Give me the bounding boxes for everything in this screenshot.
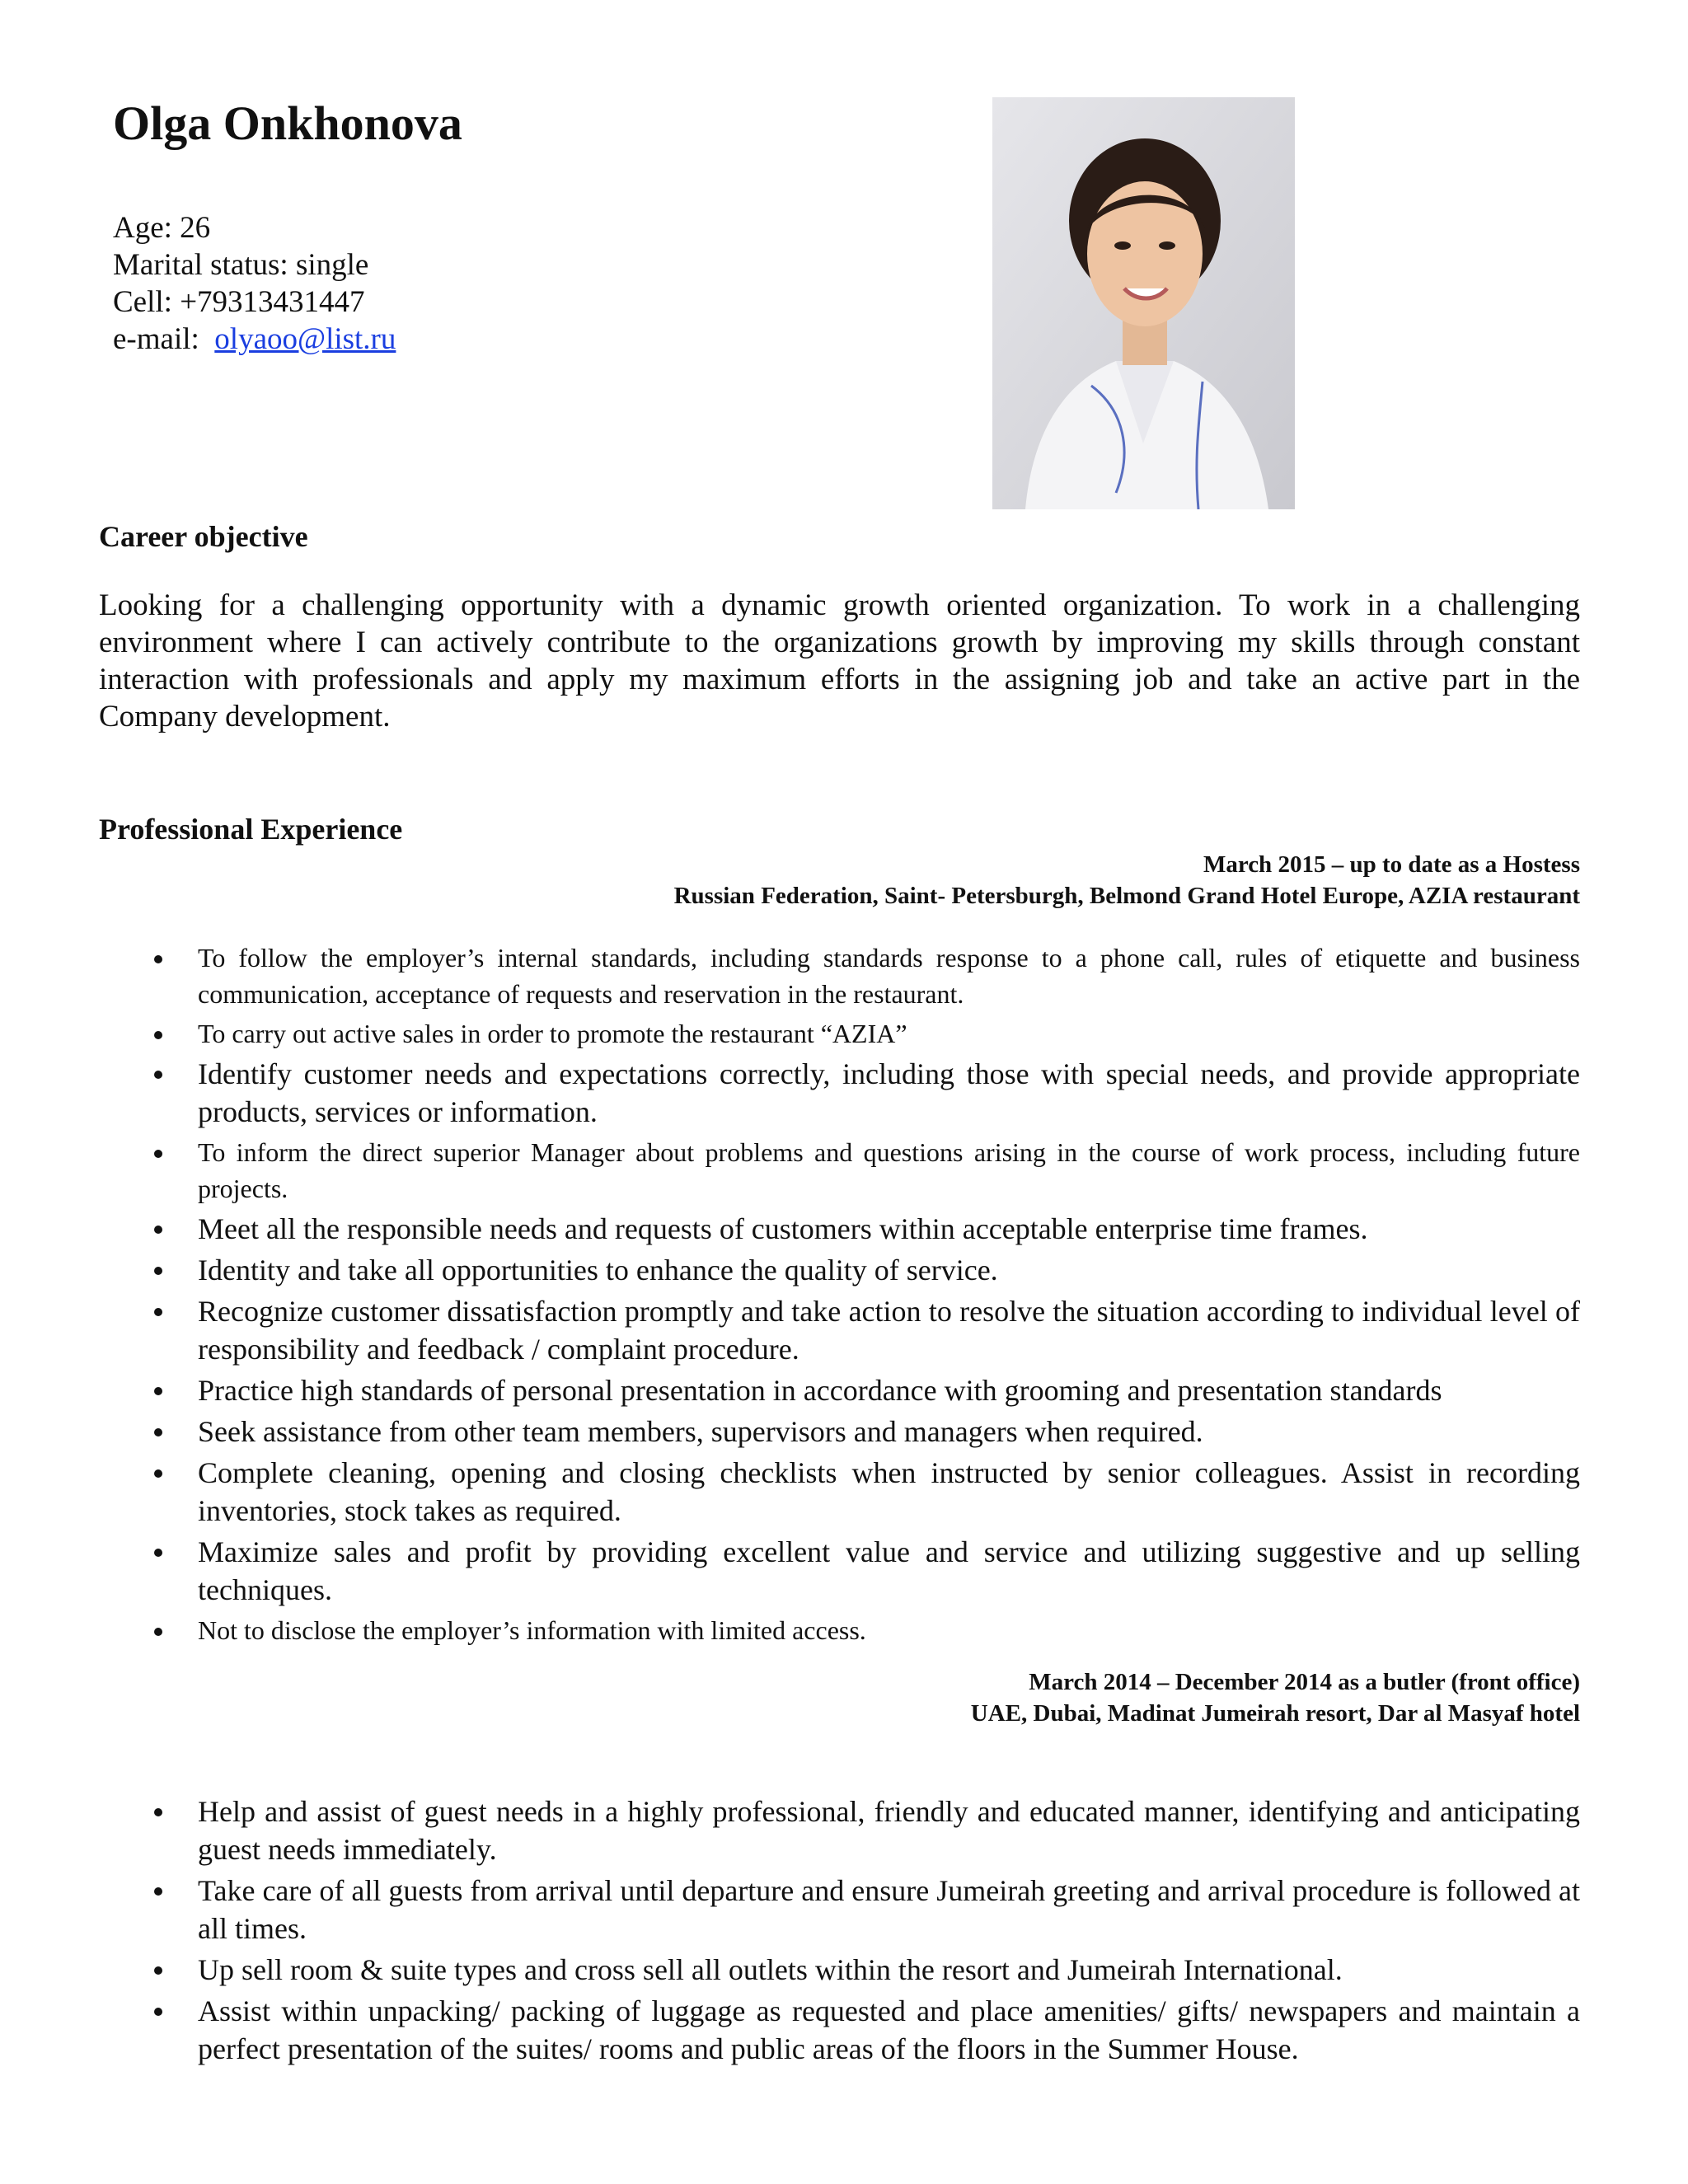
portrait-image [992, 97, 1295, 509]
cell-line: Cell: +79313431447 [113, 285, 365, 319]
email-line [113, 321, 396, 358]
list-item: Recognize customer dissatisfaction promptly and take action to resolve the situation according to individual level of responsibility and feedback / complaint procedure. [198, 1292, 1580, 1368]
job-header-butler [971, 1666, 1580, 1729]
list-item: To carry out active sales in order to promote the restaurant “AZIA” [198, 1015, 1580, 1052]
email-link[interactable]: olyaoo@list.ru [214, 322, 396, 356]
list-item: Meet all the responsible needs and requests of customers within acceptable enterprise time frames. [198, 1210, 1580, 1248]
list-item: Take care of all guests from arrival until departure and ensure Jumeirah greeting and arrival procedure is followed at all times. [198, 1872, 1580, 1947]
job-header-hostess [674, 849, 1580, 912]
career-objective-heading: Career objective [99, 520, 308, 553]
job-duties-list-butler [198, 1793, 1580, 2071]
list-item: Up sell room & suite types and cross sell all outlets within the resort and Jumeirah International. [198, 1951, 1580, 1989]
list-item: Assist within unpacking/ packing of luggage as requested and place amenities/ gifts/ newspapers and maintain a perfect presentation of the suites/ rooms and public areas of the floors in the Summer House. [198, 1992, 1580, 2068]
list-item: Complete cleaning, opening and closing checklists when instructed by senior colleagues. Assist in recording inventories, stock takes as required. [198, 1454, 1580, 1530]
profile-photo [992, 97, 1295, 509]
job-duties-list-hostess [198, 940, 1580, 1652]
personal-info [113, 209, 396, 358]
list-item: Identity and take all opportunities to enhance the quality of service. [198, 1251, 1580, 1289]
list-item: Practice high standards of personal presentation in accordance with grooming and presentation standards [198, 1371, 1580, 1409]
job-location-line: Russian Federation, Saint- Petersburgh, Belmond Grand Hotel Europe, AZIA restaurant [673, 883, 1580, 909]
list-item: Maximize sales and profit by providing excellent value and service and utilizing suggestive and up selling techniques. [198, 1533, 1580, 1609]
professional-experience-heading: Professional Experience [99, 813, 403, 846]
marital-status-line: Marital status: single [113, 248, 369, 282]
list-item: Seek assistance from other team members, supervisors and managers when required. [198, 1413, 1580, 1451]
list-item: Help and assist of guest needs in a highly professional, friendly and educated manner, identifying and anticipating guest needs immediately. [198, 1793, 1580, 1868]
candidate-name: Olga Onkhonova [113, 96, 462, 150]
list-item: To follow the employer’s internal standards, including standards response to a phone call, rules of etiquette and business communication, acceptance of requests and reservation in the restaurant. [198, 940, 1580, 1012]
list-item: Identify customer needs and expectations correctly, including those with special needs, and provide appropriate products, services or information. [198, 1055, 1580, 1131]
list-item: Not to disclose the employer’s information with limited access. [198, 1612, 1580, 1648]
email-label: e-mail: [113, 322, 199, 356]
age-line: Age: 26 [113, 211, 211, 245]
job-location-line: UAE, Dubai, Madinat Jumeirah resort, Dar al Masyaf hotel [970, 1700, 1580, 1727]
job-title-line: March 2015 – up to date as a Hostess [1203, 851, 1580, 878]
list-item: To inform the direct superior Manager about problems and questions arising in the course of work process, including future projects. [198, 1134, 1580, 1207]
career-objective-text: Looking for a challenging opportunity with a dynamic growth oriented organization. To work in a challenging environment where I can actively contribute to the organizations growth by improving my skills through constant interaction with professionals and apply my maximum efforts in the assigning job and take an active part in the Company development. [99, 588, 1580, 733]
job-title-line: March 2014 – December 2014 as a butler (front office) [1029, 1669, 1580, 1695]
